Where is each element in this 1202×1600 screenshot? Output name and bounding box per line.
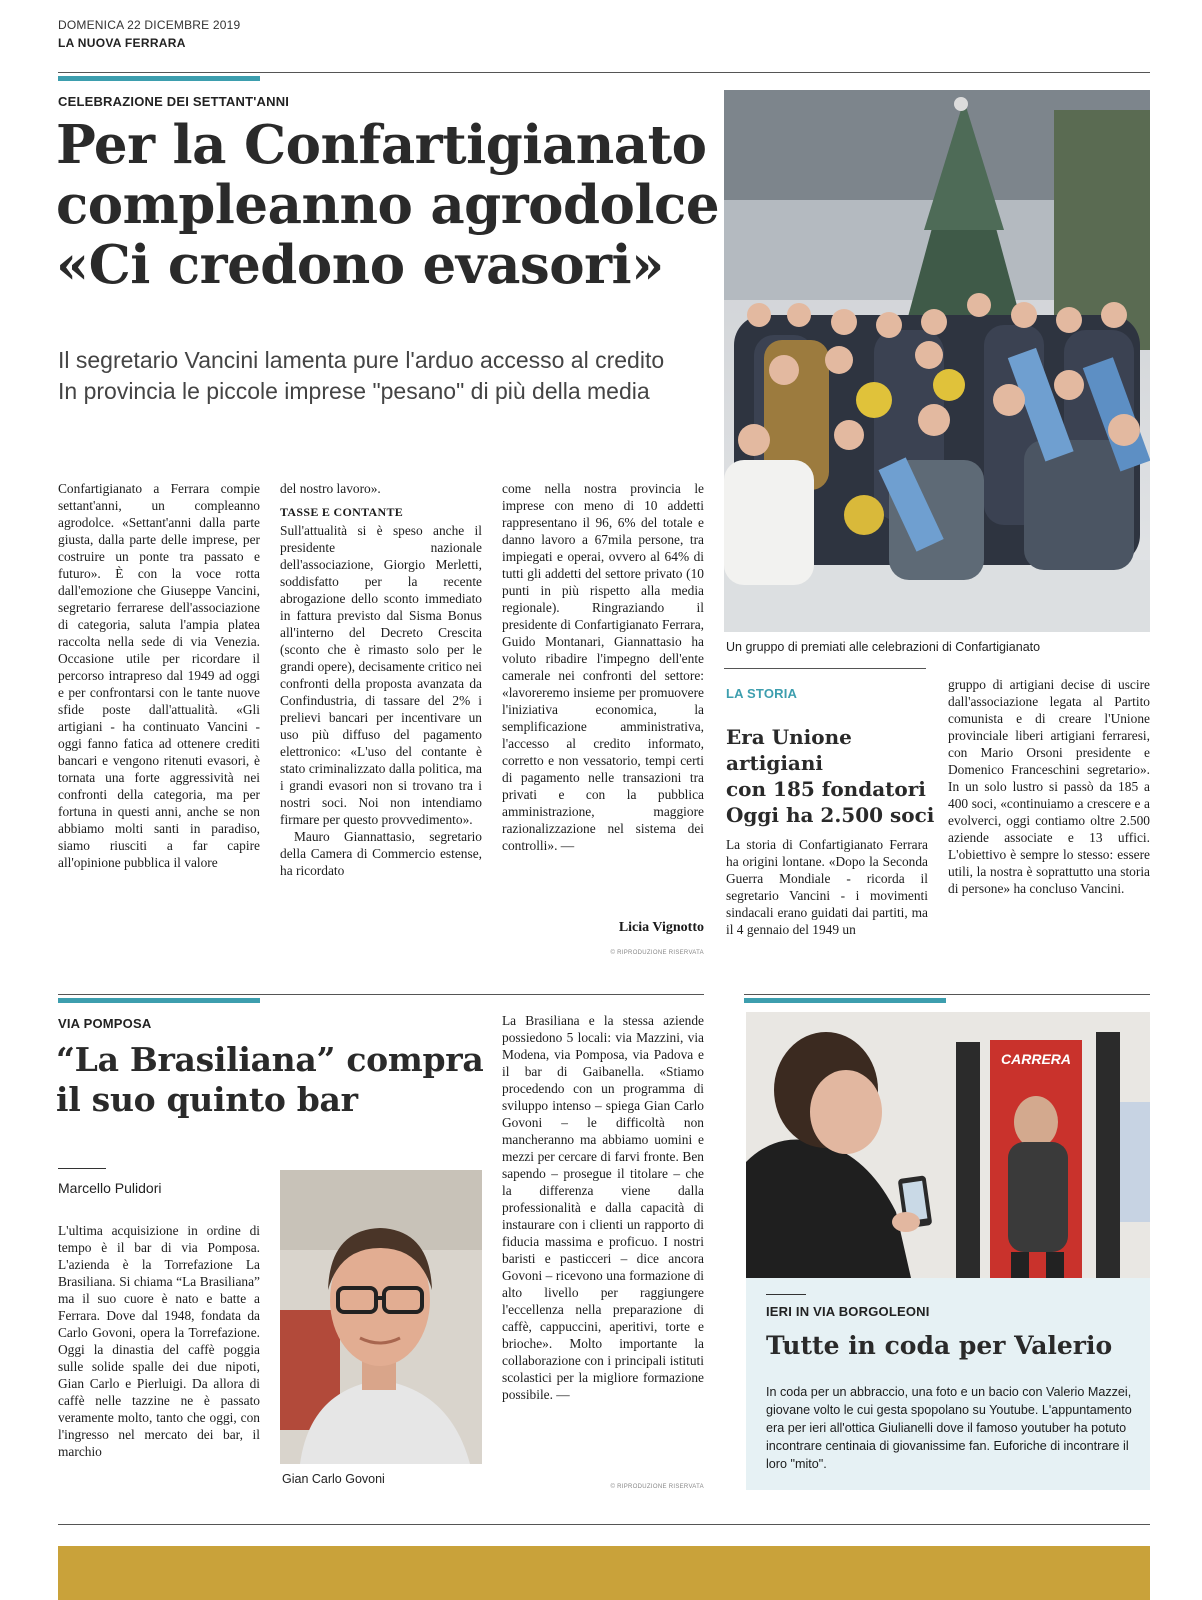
brasiliana-column-1 [58,1222,260,1460]
main-headline-line: «Ci credono evasori» [56,233,664,296]
main-headline [56,116,726,296]
rights-notice: © RIPRODUZIONE RISERVATA [610,950,704,956]
main-headline-line: compleanno agrodolce [56,173,720,236]
storia-headline-line: con 185 fondatori [726,777,926,801]
valerio-body: In coda per un abbraccio, una foto e un bacio con Valerio Mazzei, giovane volto le cui gesta spopolano su Youtube. L'appuntamento era per ieri all'ottica Giulianelli dove il famoso youtuber ha potuto incontrare centinaia di giovanissime fan. Euforiche di incontrare il loro "mito". [766,1385,1132,1471]
header-rule [58,72,1150,73]
fans-photo-image [746,1012,1150,1278]
section-rule [744,994,1150,995]
paragraph: come nella nostra provincia le imprese con meno di 10 addetti rappresentano il 96, 6% del totale e danno lavoro a 67mila persone, tra impiegati e operai, ovvero al 64% di tutti gli addetti del settore privato (10 punti in più rispetto alla media regionale). Ringraziando il presidente di Confartigianato Ferrara, Guido Montanari, Giannattasio ha voluto ribadire l'impegno dell'ente camerale nei confronti del settore: «lavoreremo insieme per promuovere l'iniziativa economica, la semplificazione amministrativa, l'accesso al credito informato, corretto e non vessatorio, tempi certi di pagamento nelle transazioni tra privati e con la pubblica amministrazione, maggiore razionalizzazione nel sistema dei controlli». — [502,481,704,853]
storia-headline [726,724,946,828]
storia-headline-line: Era Unione artigiani [726,725,852,775]
main-column-1 [58,480,260,871]
paragraph: gruppo di artigiani decise di uscire dall'associazione legata al Partito comunista e di creare l'Unione provinciale liberi artigiani ferraresi, con Mario Orsoni presidente e Domenico Franceschini segretario». In un solo lustro si passò da 185 a 400 soci, «continuiamo a crescere e a evolverci, oggi contiamo oltre 2.500 aziende associate e 13 uffici. L'obiettivo è sempre lo stesso: essere utili, la nostra è soprattutto una storia di persone» ha concluso Vancini. [948,677,1150,896]
brasiliana-headline-line: il suo quinto bar [56,1080,358,1119]
section-rule [58,994,704,995]
bottom-ad-strip [58,1546,1150,1600]
paragraph: L'ultima acquisizione in ordine di tempo è il bar di via Pomposa. L'azienda è la Torrefazione La Brasiliana. Si chiama “La Brasiliana” ma il suo cuore è nato e batte a Ferrara. Dove dal 1948, fondata da Carlo Govoni, opera la Torrefazione. Oggi la dinastia del caffè poggia sulle solide spalle dei due nipoti, Gian Carlo e Pierluigi. Da allora di caffè nelle tazzine ne è passato veramente molto, tanto che oggi, con l'ingresso nel mercato dei bar, il marchio [58,1223,260,1459]
paragraph: del nostro lavoro». [280,481,381,496]
main-subhead [58,345,723,407]
main-headline-line: Per la Confartigianato [56,114,707,176]
valerio-rule [766,1294,806,1295]
govoni-photo [280,1170,482,1464]
paragraph: Mauro Giannattasio, segretario della Camera di Commercio estense, ha ricordato [280,829,482,878]
valerio-kicker: IERI IN VIA BORGOLEONI [766,1304,930,1319]
brasiliana-kicker: VIA POMPOSA [58,1016,152,1031]
brasiliana-column-3 [502,1012,704,1403]
valerio-photo [746,1012,1150,1278]
main-subhead-line: In provincia le piccole imprese "pesano" di più della media [58,378,650,405]
storia-rule [724,668,926,669]
accent-bar [58,76,260,81]
storia-column-2 [948,676,1150,897]
section-heading: TASSE E CONTANTE [280,505,404,519]
brasiliana-author: Marcello Pulidori [58,1180,162,1196]
paragraph: La storia di Confartigianato Ferrara ha origini lontane. «Dopo la Seconda Guerra Mondiale - ricorda il segretario Vancini - i movimenti sindacali erano guidati dai partiti, ma il 4 gennaio del 1949 un [726,837,928,937]
rights-notice: © RIPRODUZIONE RISERVATA [610,1484,704,1490]
publication-name: LA NUOVA FERRARA [58,36,186,50]
main-photo-caption: Un gruppo di premiati alle celebrazioni di Confartigianato [726,640,1041,654]
accent-bar [744,998,946,1003]
paragraph: Sull'attualità si è speso anche il presidente nazionale dell'associazione, Giorgio Merletti, soddisfatto per la recente abrogazione dello sconto immediato in fattura previsto dal Sisma Bonus all'interno del Decreto Crescita (sconto che è rimasto solo per le grandi opere), decisamente critico nei confronti della proposta avanzata da Confindustria, di tassare del 2% i prelievi bancari per incentivare un uso più diffuso del pagamento elettronico: «L'uso del contante è stato criminalizzato dalla politica, ma i grandi evasori non si trovano tra i nostri soci. Noi non intendiamo firmare per questo provvedimento». [280,523,482,827]
valerio-headline: Tutte in coda per Valerio [766,1331,1113,1360]
main-kicker: CELEBRAZIONE DEI SETTANT'ANNI [58,94,290,109]
main-column-3 [502,480,704,854]
portrait-image [280,1170,482,1464]
carrera-sign: CARRERA [1001,1051,1071,1067]
brasiliana-headline [56,1040,516,1120]
paragraph: La Brasiliana e la stessa aziende possiedono 5 locali: via Mazzini, via Modena, via Pomposa, via Padova e il bar di Gaibanella. «Stiamo procedendo con un programma di sviluppo intenso – spiega Gian Carlo Govoni – le difficoltà non mancheranno ma abbiamo uomini e mezzi per cercare di farvi fronte. Ben sapendo – prosegue il titolare – che la differenza viene dalla professionalità e dalla capacità di instaurare con i clienti un rapporto di fiducia massima e proficuo. I nostri baristi e pasticceri – dice ancora Govoni – ricevono una formazione di alto livello per raggiungere l'eccellenza nella preparazione di caffè, cappuccini, aperitivi, torte e brioche». Molto importante la collaborazione con i principali istituti scolastici per la migliore formazione possibile. — [502,1013,704,1402]
govoni-photo-caption: Gian Carlo Govoni [282,1472,385,1486]
group-photo-image [724,90,1150,632]
storia-column-1 [726,836,928,938]
byline-rule [58,1168,106,1169]
brasiliana-headline-line: “La Brasiliana” compra [56,1040,484,1079]
author-byline: Licia Vignotto [618,920,704,935]
issue-date: DOMENICA 22 DICEMBRE 2019 [58,18,241,32]
accent-bar [58,998,260,1003]
storia-kicker: LA STORIA [726,686,798,701]
paragraph: Confartigianato a Ferrara compie settant'anni, un compleanno agrodolce. «Settant'anni dalla parte giusta, dalla parte delle imprese, per costruire un ponte tra passato e futuro». È con la voce rotta dall'emozione che Giuseppe Vancini, segretario ferrarese dell'associazione di categoria, saluta l'ampia platea raccolta nella sede di via Venezia. Occasione utile per ricordare il percorso intrapreso dal 1949 ad oggi e per confrontarsi con le tante nuove sfide poste dall'attualità. «Gli artigiani - ha continuato Vancini - oggi fanno fatica ad ottenere crediti bancari e vengono ritenuti evasori, è tornata una forte aggressività nei confronti della categoria, ma per fortuna in questi anni, anche se non abbiamo molti santi in paradiso, siamo riusciti a far capire all'opinione pubblica il valore [58,481,260,870]
main-photo [724,90,1150,632]
bottom-rule [58,1524,1150,1525]
main-column-2 [280,480,482,879]
main-subhead-line: Il segretario Vancini lamenta pure l'arduo accesso al credito [58,347,665,373]
storia-headline-line: Oggi ha 2.500 soci [726,803,935,827]
